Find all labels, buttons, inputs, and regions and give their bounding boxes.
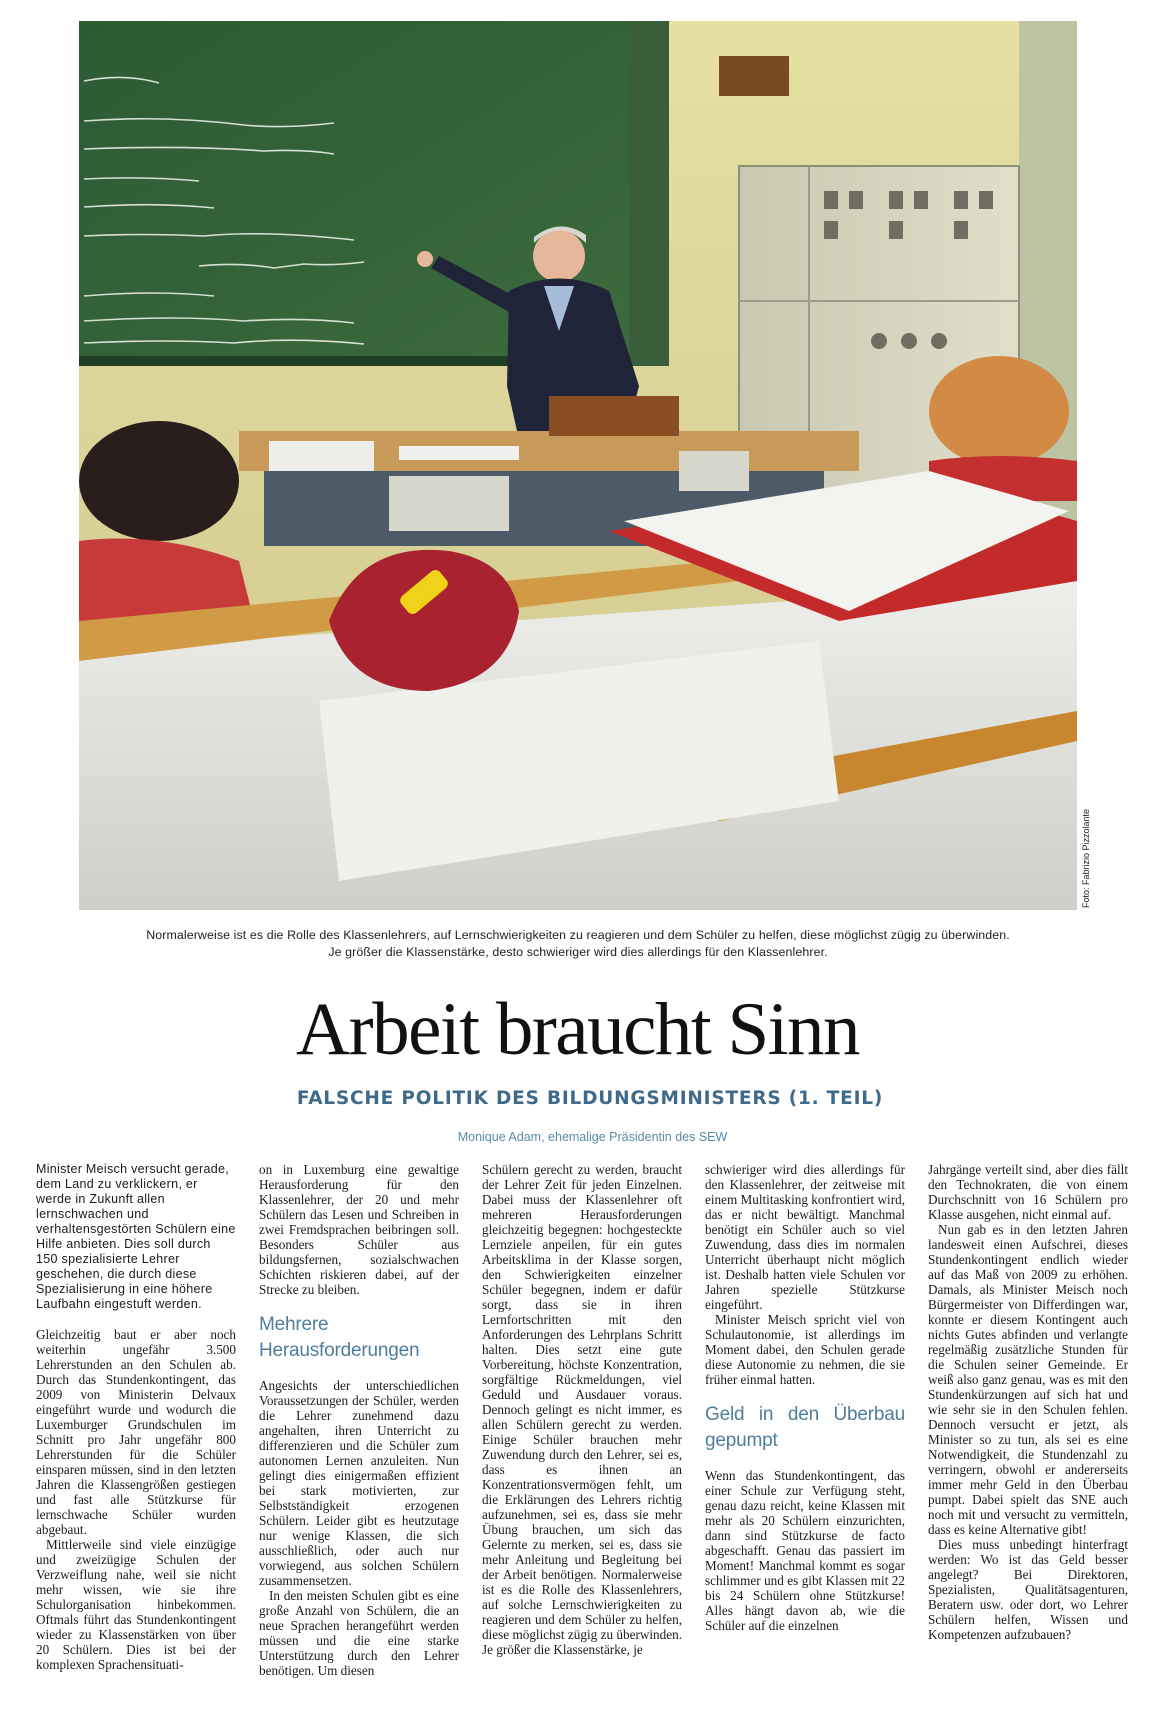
paragraph-2-start: Mittlerweile sind viele einzügige und zweizügige Schulen der Verzweiflung nahe, weil sie nicht mehr wissen, wie sie ihre Schulorganisation hinbekommen. Oftmals führt das Stundenkontingent wieder zu Klassenstärken von über 20 Schülern. Dies ist bei der komplexen Sprachensituati- xyxy=(36,1537,236,1672)
subheading-mehrere-herausforderungen: Mehrere Herausforderungen xyxy=(259,1314,420,1361)
article-lead: Minister Meisch versucht gerade, dem Land zu verklickern, er werde in Zukunft allen lernschwachen und verhaltensgestörten Schülern eine Hilfe anbieten. Dies soll durch 150 spezialisierte Lehrer geschehen, die durch diese Spezialisierung in eine höhere Laufbahn eingestuft werden. xyxy=(36,1162,236,1311)
photo-caption: Normalerweise ist es die Rolle des Klassenlehrers, auf Lernschwierigkeiten zu reagieren und dem Schüler zu helfen, diese möglichst zügig zu überwinden. Je größer die Klassenstärke, desto schwieriger wird dies allerdings für den Klassenlehrer. xyxy=(146,928,1010,959)
paragraph-8: Dies muss unbedingt hinterfragt werden: Wo ist das Geld besser angelegt? Bei Direktoren, Spezialisten, Qualitätsagenturen, Beratern usw. oder dort, wo Lehrer Schülern helfen, Wissen und Kompetenzen aufzubauen? xyxy=(928,1537,1128,1642)
paragraph-5: Minister Meisch spricht viel von Schulautonomie, ist allerdings im Moment dabei, den Schulen gerade diese Autonomie zu nehmen, die sie früher einmal hatten. xyxy=(705,1312,905,1387)
paragraph-7: Nun gab es in den letzten Jahren landesweit einen Aufschrei, dieses Stundenkontingent endlich wieder auf das Maß von 2009 zu erhöhen. Damals, als Minister Meisch noch Bürgermeister von Differdingen war, konnte er diesem Kontingent auch nichts Gutes abfinden und verlangte regelmäßig zusätzliche Stunden für die Schulen seiner Gemeinde. Er weiß also ganz genau, was es mit den Stundenkürzungen auf sich hat und wie sehr sie in den Schulen fehlen. Dennoch versucht er jetzt, als Minister so zu tun, als sei es eine Notwendigkeit, die Stundenzahl zu verringern, obwohl er andererseits immer mehr Geld in den Überbau pumpt. Dabei spielt das SNE auch noch mit und versucht zu vermitteln, dass es keine Alternative gibt! xyxy=(928,1222,1128,1537)
paragraph-2-end: on in Luxemburg eine gewaltige Herausforderung für den Klassenlehrer, der 20 und mehr Schülern das Lesen und Schreiben in zwei Fremdsprachen beibringen soll. Besonders Schüler aus bildungsfernen, sozialschwachen Schichten riskieren dabei, auf der Strecke zu bleiben. xyxy=(259,1162,459,1297)
article-column-3 xyxy=(482,1162,682,1657)
article-photo xyxy=(79,21,1077,910)
photo-credit: Foto: Fabrizio Pizzolante xyxy=(1081,808,1091,908)
article-headline: Arbeit braucht Sinn xyxy=(295,988,860,1071)
article-column-1 xyxy=(36,1162,236,1672)
paragraph-4-start: In den meisten Schulen gibt es eine große Anzahl von Schülern, die an neue Sprachen herangeführt werden müssen und die eine starke Unterstützung durch den Lehrer benötigen. Um diesen xyxy=(259,1588,459,1678)
paragraph-4-end: schwieriger wird dies allerdings für den Klassenlehrer, der zeitweise mit einem Multitasking konfrontiert wird, das er nicht bewältigt. Manchmal benötigt ein Schüler auch so viel Zuwendung, dass dies im normalen Unterricht überhaupt nicht möglich ist. Deshalb hatten viele Schulen vor Jahren spezielle Stützkurse eingeführt. xyxy=(705,1162,905,1312)
paragraph-3: Angesichts der unterschiedlichen Voraussetzungen der Schüler, werden die Lehrer zunehmend dazu angehalten, ihren Unterricht zu differenzieren und die Schüler zum autonomen Lernen anzuleiten. Nun gelingt dies einigermaßen effizient bei stark motivierten, zur Selbstständigkeit erzogenen Schülern. Leider gibt es heutzutage nur wenige Klassen, die sich ausschließlich, oder auch nur vorwiegend, aus solchen Schülern zusammensetzen. xyxy=(259,1378,459,1588)
paragraph-6-end: Jahrgänge verteilt sind, aber dies fällt den Technokraten, die von einem Durchschnitt von 16 Schülern pro Klasse ausgehen, nicht einmal auf. xyxy=(928,1162,1128,1222)
subheading-geld-in-den-ueberbau: Geld in den Überbau gepumpt xyxy=(705,1404,905,1451)
article-column-4 xyxy=(705,1162,905,1633)
classroom-illustration xyxy=(79,21,1077,910)
article-column-2 xyxy=(259,1162,459,1678)
article-column-5 xyxy=(928,1162,1128,1642)
article-byline: Monique Adam, ehemalige Präsidentin des SEW xyxy=(457,1130,728,1144)
paragraph-4-middle: Schülern gerecht zu werden, braucht der Lehrer Zeit für jeden Einzelnen. Dabei muss der Klassenlehrer oft mehreren Herausforderungen gleichzeitig begegnen: hochgesteckte Lernziele anpeilen, für ein gutes Arbeitsklima in der Klasse sorgen, den Schwierigkeiten einzelner Schüler begegnen, indem er dafür sorgt, dass sie in ihren Lernfortschritten mit den Anforderungen des Lehrplans Schritt halten. Dies setzt eine gute Vorbereitung, höchste Konzentration, sorgfältige Rückmeldungen, viel Geduld und Ausdauer voraus. Dennoch gelingt es nicht immer, es allen Schülern gerecht zu werden. Einige Schüler brauchen mehr Zuwendung durch den Lehrer, sei es, dass es ihnen an Konzentrationsvermögen fehlt, um die Erklärungen des Lehrers richtig aufzunehmen, sei es, dass sie mehr Übung brauchen, um sich das Gelernte zu merken, sei es, dass sie mehr Anleitung und Begleitung bei der Arbeit benötigen. Normalerweise ist es die Rolle des Klassenlehrers, auf solche Lernschwierigkeiten zu reagieren und dem Schüler zu helfen, diese möglichst zügig zu überwinden. Je größer die Klassenstärke, je xyxy=(482,1162,682,1657)
article-subhead: FALSCHE POLITIK DES BILDUNGSMINISTERS (1. TEIL) xyxy=(296,1088,884,1109)
paragraph-1: Gleichzeitig baut er aber noch weiterhin ungefähr 3.500 Lehrerstunden an den Schulen ab. Durch das Stundenkontingent, das 2009 von Ministerin Delvaux eingeführt wurde und wodurch die Luxemburger Grundschulen im Schnitt pro Jahr ungefähr 800 Lehrerstunden für die Schüler einsparen müssen, sind in den letzten Jahren die Klassengrößen gestiegen und fast alle Stützkurse für lernschwache Schüler wurden abgebaut. xyxy=(36,1327,236,1537)
paragraph-6-start: Wenn das Stundenkontingent, das einer Schule zur Verfügung steht, genau dazu reicht, keine Klassen mit mehr als 20 Schülern einzurichten, dann sind Stützkurse de facto abgeschafft. Genau das passiert im Moment! Manchmal kommt es sogar schlimmer und es gibt Klassen mit 22 bis 24 Schülern ohne Stützkurse! Alles hängt davon ab, wie die Schüler auf die einzelnen xyxy=(705,1468,905,1633)
